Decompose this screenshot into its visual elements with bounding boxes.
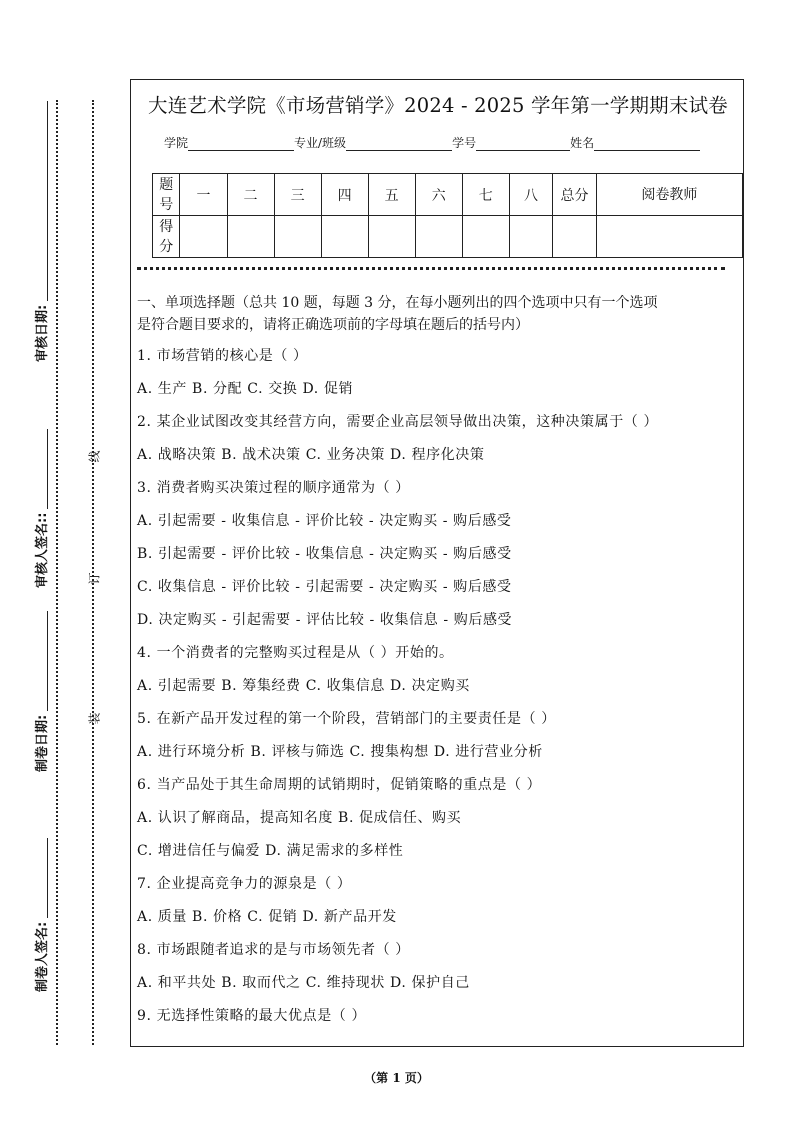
review-date-line[interactable]: [33, 101, 48, 301]
score-col-2: 二: [227, 174, 274, 216]
question-line: 5. 在新产品开发过程的第一个阶段，营销部门的主要责任是（ ）: [137, 711, 556, 727]
college-field[interactable]: [188, 136, 294, 151]
score-col-3: 三: [274, 174, 321, 216]
reviewer-sign-label: 审核人签名::: [35, 512, 50, 588]
option-line: A. 引起需要 B. 筹集经费 C. 收集信息 D. 决定购买: [137, 678, 470, 694]
reviewer-sign-line[interactable]: [33, 429, 48, 509]
section-heading-line-1: 一、单项选择题（总共 10 题，每题 3 分，在每小题列出的四个选项中只有一个选项: [137, 295, 658, 311]
question-line: 2. 某企业试图改变其经营方向，需要企业高层领导做出决策，这种决策属于（ ）: [137, 414, 659, 430]
question-line: 8. 市场跟随者追求的是与市场领先者（ ）: [137, 942, 410, 958]
option-line: C. 收集信息 - 评价比较 - 引起需要 - 决定购买 - 购后感受: [137, 579, 512, 595]
score-col-7: 七: [462, 174, 509, 216]
score-cell[interactable]: [462, 216, 509, 258]
score-cell[interactable]: [596, 216, 742, 258]
maker-sign-label: 制卷人签名:: [35, 921, 50, 992]
binding-dotted-line-left: [56, 100, 58, 1045]
score-col-total: 总分: [553, 174, 596, 216]
binding-char-xian: 线: [87, 450, 102, 463]
option-line: A. 认识了解商品，提高知名度 B. 促成信任、购买: [137, 810, 462, 826]
score-col-1: 一: [180, 174, 227, 216]
option-line: A. 和平共处 B. 取而代之 C. 维持现状 D. 保护自己: [137, 975, 470, 991]
score-cell[interactable]: [553, 216, 596, 258]
maker-sign-field: [31, 838, 50, 992]
question-line: 6. 当产品处于其生命周期的试销期时，促销策略的重点是（ ）: [137, 777, 542, 793]
score-cell[interactable]: [415, 216, 462, 258]
option-line: B. 引起需要 - 评价比较 - 收集信息 - 决定购买 - 购后感受: [137, 546, 512, 562]
score-col-6: 六: [415, 174, 462, 216]
major-field[interactable]: [346, 136, 452, 151]
review-date-field: [31, 101, 50, 362]
section-divider: [137, 267, 725, 270]
option-line: A. 进行环境分析 B. 评核与筛选 C. 搜集构想 D. 进行营业分析: [137, 744, 543, 760]
option-line: A. 生产 B. 分配 C. 交换 D. 促销: [137, 381, 354, 397]
question-line: 9. 无选择性策略的最大优点是（ ）: [137, 1008, 367, 1024]
score-table: [152, 173, 743, 258]
review-date-label: 审核日期:: [35, 304, 50, 362]
score-cell[interactable]: [368, 216, 415, 258]
score-table-row2-header: 得分: [153, 216, 180, 258]
option-line: A. 战略决策 B. 战术决策 C. 业务决策 D. 程序化决策: [137, 447, 485, 463]
binding-char-ding: 订: [87, 572, 102, 585]
score-cell[interactable]: [321, 216, 368, 258]
question-line: 4. 一个消费者的完整购买过程是从（ ）开始的。: [137, 645, 454, 661]
make-date-line[interactable]: [33, 611, 48, 711]
exam-frame: [130, 79, 744, 1047]
question-line: 1. 市场营销的核心是（ ）: [137, 348, 308, 364]
name-field[interactable]: [594, 136, 700, 151]
student-id-label: 学号: [452, 136, 477, 150]
question-line: 7. 企业提高竞争力的源泉是（ ）: [137, 876, 352, 892]
score-col-8: 八: [509, 174, 552, 216]
student-id-field[interactable]: [476, 136, 570, 151]
make-date-field: [31, 611, 50, 772]
option-line: A. 质量 B. 价格 C. 促销 D. 新产品开发: [137, 909, 397, 925]
score-cell[interactable]: [509, 216, 552, 258]
score-cell[interactable]: [227, 216, 274, 258]
score-col-4: 四: [321, 174, 368, 216]
score-col-teacher: 阅卷教师: [596, 174, 742, 216]
option-line: A. 引起需要 - 收集信息 - 评价比较 - 决定购买 - 购后感受: [137, 513, 512, 529]
page-number: （第 1 页）: [364, 1071, 429, 1085]
reviewer-sign-field: [31, 429, 50, 588]
college-label: 学院: [164, 136, 189, 150]
score-col-5: 五: [368, 174, 415, 216]
questions-area: [137, 292, 737, 1033]
score-cell[interactable]: [274, 216, 321, 258]
binding-char-zhuang: 装: [87, 712, 102, 725]
maker-sign-line[interactable]: [33, 838, 48, 918]
student-info-row: [164, 134, 700, 151]
make-date-label: 制卷日期:: [35, 714, 50, 772]
section-heading-line-2: 是符合题目要求的，请将正确选项前的字母填在题后的括号内）: [137, 317, 529, 333]
option-line: C. 增进信任与偏爱 D. 满足需求的多样性: [137, 843, 404, 859]
score-cell[interactable]: [180, 216, 227, 258]
name-label: 姓名: [570, 136, 595, 150]
score-table-row1-header: 题号: [153, 174, 180, 216]
question-line: 3. 消费者购买决策过程的顺序通常为（ ）: [137, 480, 410, 496]
option-line: D. 决定购买 - 引起需要 - 评估比较 - 收集信息 - 购后感受: [137, 612, 513, 628]
major-label: 专业/班级: [294, 136, 347, 150]
exam-title: 大连艺术学院《市场营销学》2024 - 2025 学年第一学期期末试卷: [148, 94, 728, 117]
